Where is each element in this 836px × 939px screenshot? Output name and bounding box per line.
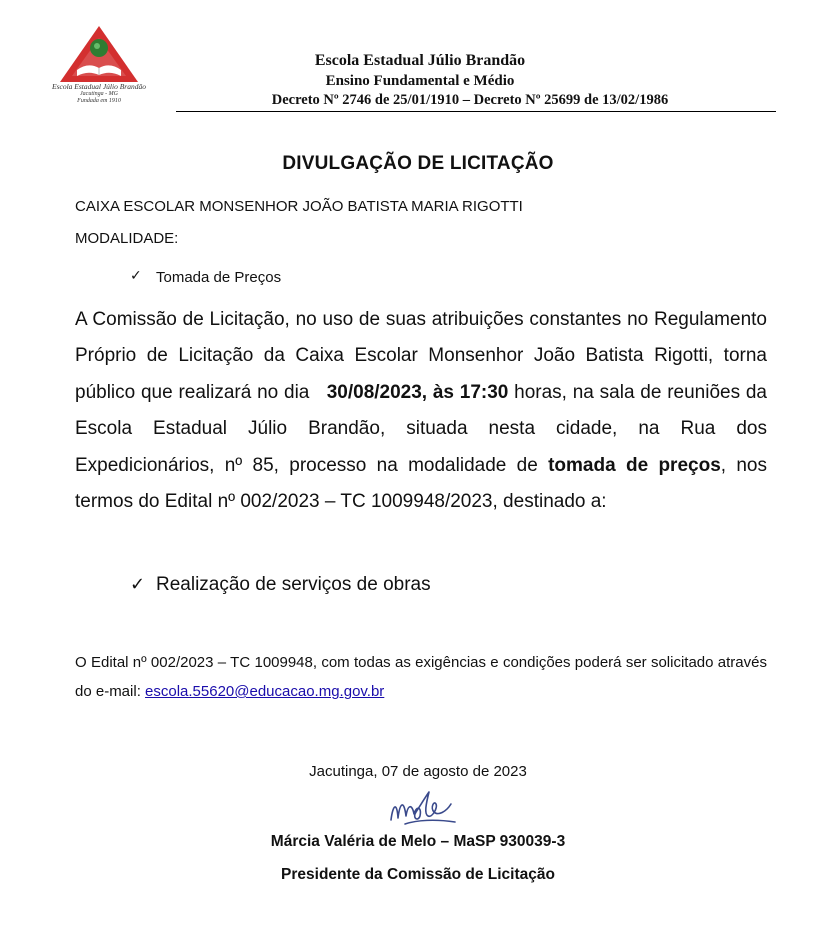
- check-icon: ✓: [130, 268, 142, 284]
- school-name: Escola Estadual Júlio Brandão: [314, 52, 526, 69]
- signer-name: Márcia Valéria de Melo – MaSP 930039-3: [270, 833, 566, 850]
- notice-paragraph: [75, 302, 767, 520]
- check-icon: ✓: [130, 574, 146, 595]
- page-title: DIVULGAÇÃO DE LICITAÇÃO: [282, 153, 554, 174]
- school-decree: Decreto Nº 2746 de 25/01/1910 – Decreto Nº 25699 de 13/02/1986: [271, 92, 669, 108]
- modality-label: MODALIDADE:: [75, 230, 179, 247]
- modality-bold: tomada de preços: [548, 454, 721, 476]
- email-link[interactable]: escola.55620@educacao.mg.gov.br: [145, 683, 385, 700]
- school-emblem-icon: [44, 24, 154, 86]
- paragraph-part-3: , nos termos do Edital nº 002/2023 – TC 1009948/2023, destinado a:: [75, 454, 767, 513]
- edital-notice: [75, 648, 767, 706]
- school-level: Ensino Fundamental e Médio: [325, 73, 515, 89]
- logo-school-name: Escola Estadual Júlio Brandão: [52, 82, 146, 91]
- purpose-item: Realização de serviços de obras: [156, 574, 431, 595]
- logo-city: Jacutinga - MG: [80, 91, 118, 97]
- paragraph-part-1: A Comissão de Licitação, no uso de suas atribuições constantes no Regulamento Próprio de Licitação da Caixa Escolar Monsenhor João Batista Rigotti, torna público que realizará no dia: [75, 309, 767, 403]
- signer-role: Presidente da Comissão de Licitação: [281, 866, 555, 883]
- signature-image: [385, 786, 463, 832]
- header-divider: [176, 111, 776, 112]
- auction-date-time: 30/08/2023, às 17:30: [326, 381, 509, 403]
- place-date: Jacutinga, 07 de agosto de 2023: [309, 763, 527, 780]
- paragraph-part-2: horas, na sala de reuniões da Escola Estadual Júlio Brandão, situada nesta cidade, na Rua dos Expedicionários, nº 85, processo na modalidade de: [75, 381, 767, 476]
- modality-item: Tomada de Preços: [156, 269, 282, 286]
- edital-notice-text: O Edital nº 002/2023 – TC 1009948, com todas as exigências e condições poderá ser solicitado através do e-mail:: [75, 654, 767, 700]
- logo-founded: Fundada em 1910: [77, 98, 121, 104]
- school-logo: [44, 24, 154, 106]
- entity-name: CAIXA ESCOLAR MONSENHOR JOÃO BATISTA MARIA RIGOTTI: [75, 198, 523, 215]
